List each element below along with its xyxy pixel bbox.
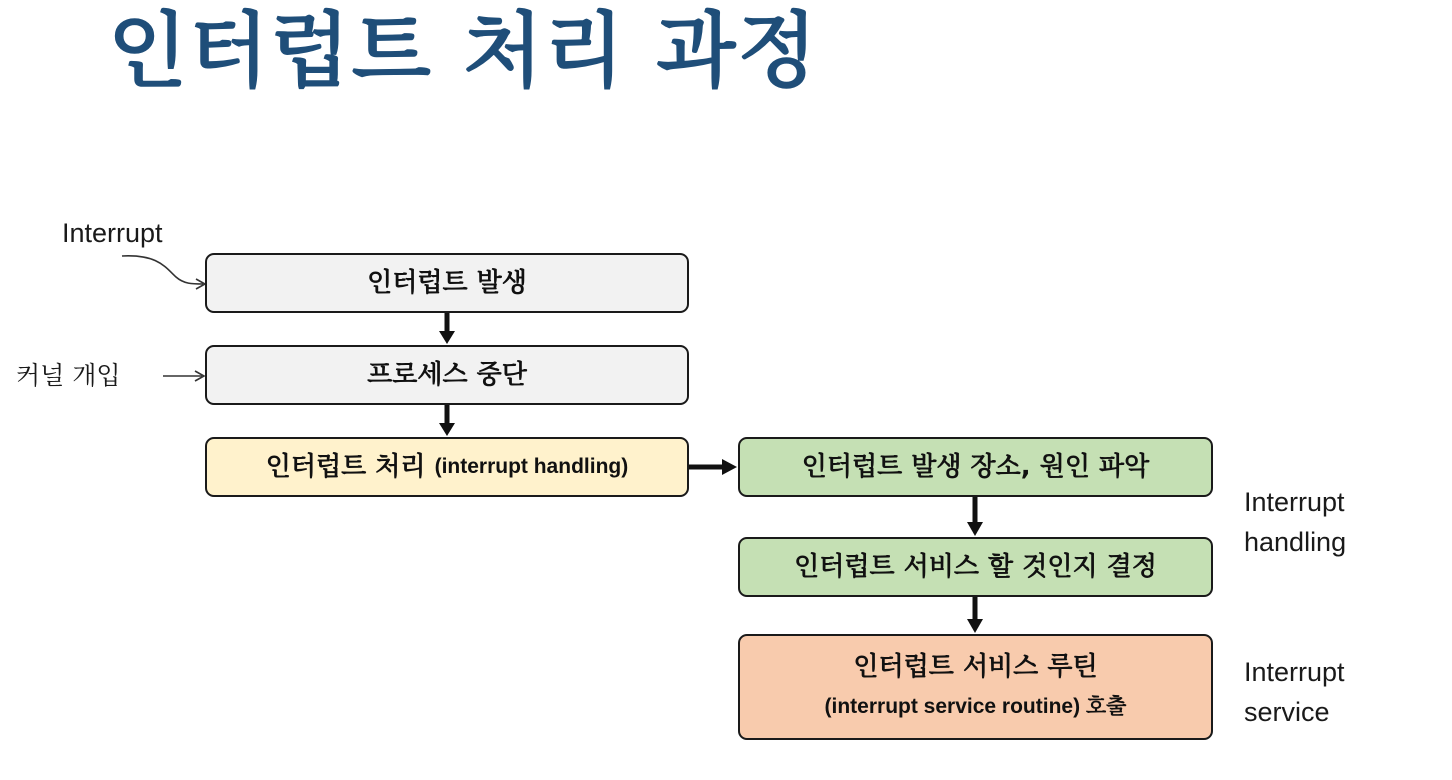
arrowhead-handling-to-find: [722, 459, 737, 475]
arrowhead-stop-to-handling: [439, 423, 455, 436]
arrowhead-decide-to-isr: [967, 619, 983, 633]
arrowhead-find-to-decide: [967, 522, 983, 536]
box-decide-service: [738, 537, 1213, 597]
kernel-intervene-label: 커널 개입: [16, 361, 121, 390]
box-process-stop: [205, 345, 689, 405]
interrupt-curve-arrow: [122, 256, 203, 284]
box-interrupt-handling: [205, 437, 689, 497]
box-isr-line1: 인터럽트 서비스 루틴: [853, 652, 1098, 682]
box-find-location: [738, 437, 1213, 497]
interrupt-label: Interrupt: [62, 218, 163, 248]
service-label-line1: Interrupt: [1244, 657, 1345, 687]
box-interrupt-handling-en: (interrupt handling): [434, 455, 629, 478]
service-label-line2: service: [1244, 697, 1330, 727]
page-title: 인터럽트 처리 과정: [108, 4, 819, 99]
handling-label-line2: handling: [1244, 527, 1347, 557]
handling-label-line1: Interrupt: [1244, 487, 1345, 517]
box-process-stop-text: 프로세스 중단: [367, 360, 527, 390]
box-decide-service-text: 인터럽트 서비스 할 것인지 결정: [794, 552, 1157, 582]
box-interrupt-occur: [205, 253, 689, 313]
arrowhead-occur-to-stop: [439, 331, 455, 344]
service-label: [1244, 652, 1345, 732]
box-isr-line2: (interrupt service routine) 호출: [824, 695, 1127, 718]
box-interrupt-occur-text: 인터럽트 발생: [367, 268, 527, 298]
handling-label: [1244, 482, 1346, 562]
box-interrupt-handling-ko: 인터럽트 처리: [265, 452, 426, 482]
box-isr-call: [738, 634, 1213, 740]
box-find-location-text: 인터럽트 발생 장소, 원인 파악: [801, 452, 1150, 482]
